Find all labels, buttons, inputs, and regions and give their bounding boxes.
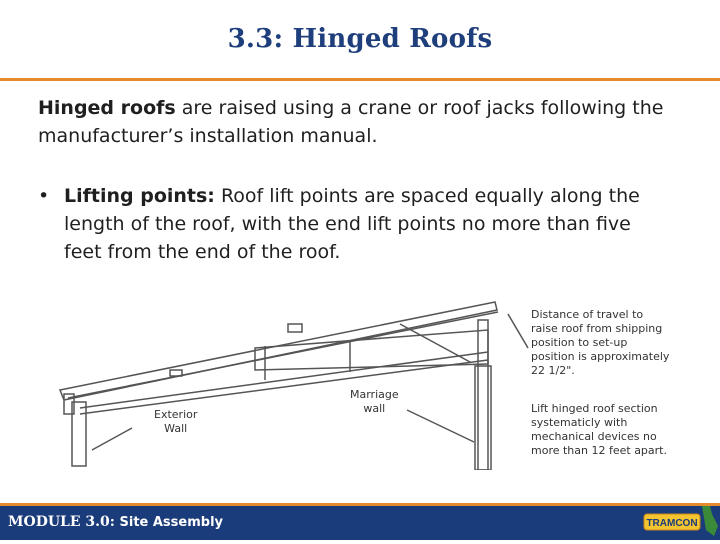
florida-logo-icon <box>640 500 720 540</box>
footer-bar <box>0 506 720 540</box>
travel-distance-note <box>531 308 669 378</box>
lift-spacing-note <box>531 402 667 458</box>
bullet-bold-term: Lifting points: <box>64 185 215 207</box>
exterior-wall-label-line2: Wall <box>164 422 188 435</box>
raised-roof-panel <box>60 302 497 400</box>
intro-paragraph <box>38 94 688 150</box>
lift-note-line2: systematicly with <box>531 416 628 429</box>
module-name: Site Assembly <box>114 515 224 530</box>
marriage-wall-label-line2: wall <box>363 402 386 415</box>
exterior-wall-label <box>154 408 197 436</box>
title-divider <box>0 78 720 81</box>
lift-note-line3: mechanical devices no <box>531 430 657 443</box>
lift-note-line4: more than 12 feet apart. <box>531 444 667 457</box>
intro-text: are raised using a crane or roof jacks following the manufacturer’s installation manual. <box>38 97 664 147</box>
diagonal-brace <box>400 324 470 362</box>
travel-leader <box>508 314 528 348</box>
marriage-wall-post <box>478 320 488 470</box>
travel-note-line3: position to set-up <box>531 336 628 349</box>
travel-note-line5: 22 1/2". <box>531 364 575 377</box>
module-number: MODULE 3.0: <box>8 514 115 530</box>
slide-title: 3.3: Hinged Roofs <box>227 24 493 54</box>
marriage-wall-label-line1: Marriage <box>350 388 399 401</box>
marriage-wall-leader <box>407 410 474 442</box>
ceiling-joist-line <box>80 352 488 408</box>
lift-hardware <box>288 324 302 332</box>
lift-note-line1: Lift hinged roof section <box>531 402 658 415</box>
exterior-wall-label-line1: Exterior <box>154 408 198 421</box>
logo-text: TRAMCON <box>646 518 698 529</box>
travel-note-line1: Distance of travel to <box>531 308 644 321</box>
ceiling-joist-line-lower <box>80 360 488 414</box>
bullet-dot-icon: • <box>38 185 50 207</box>
intro-bold-term: Hinged roofs <box>38 97 176 119</box>
tramcon-logo <box>640 500 720 540</box>
travel-note-line4: position is approximately <box>531 350 670 363</box>
module-label <box>8 514 223 530</box>
roof-underside-line <box>68 312 498 398</box>
travel-note-line2: raise roof from shipping <box>531 322 663 335</box>
exterior-wall-leader <box>92 428 132 450</box>
bullet-body: Roof lift points are spaced equally along the length of the roof, with the end lift points no more than five feet from the end of the roof. <box>64 185 640 263</box>
bullet-text <box>64 182 664 266</box>
hinged-roof-diagram <box>50 290 690 470</box>
marriage-wall-label <box>350 388 399 416</box>
